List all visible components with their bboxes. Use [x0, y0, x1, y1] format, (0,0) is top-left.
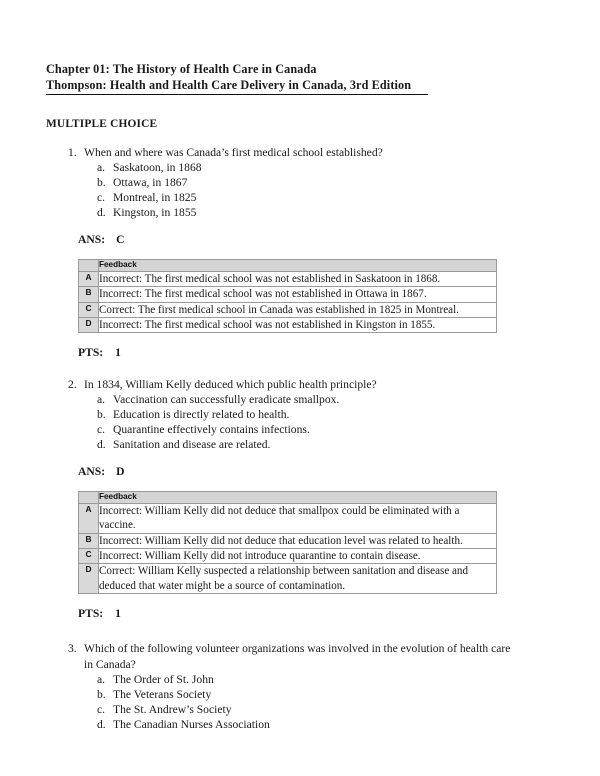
option-text: Sanitation and disease are related. [113, 438, 271, 452]
option-list-1 [97, 160, 554, 221]
feedback-letter: D [79, 317, 99, 332]
answer-label: ANS: [78, 232, 106, 246]
question-block-3 [46, 641, 554, 732]
option-item [97, 437, 554, 452]
question-number-2: 2. [68, 377, 77, 391]
answer-label: ANS: [78, 464, 106, 478]
option-item [97, 407, 554, 422]
table-row [79, 564, 497, 594]
option-item [97, 687, 554, 702]
option-letter: c. [97, 703, 106, 717]
document-header [46, 62, 554, 95]
table-row [79, 317, 497, 332]
table-row [79, 287, 497, 302]
table-row [79, 503, 497, 533]
question-heading-3 [68, 641, 554, 671]
question-number-1: 1. [68, 145, 77, 159]
answer-line-2 [78, 464, 554, 479]
feedback-letter: B [79, 287, 99, 302]
option-list-3 [97, 672, 554, 733]
feedback-header-row [79, 491, 497, 503]
option-item [97, 392, 554, 407]
option-text: Kingston, in 1855 [113, 206, 197, 220]
option-letter: a. [97, 392, 106, 406]
option-letter: d. [97, 438, 106, 452]
option-item [97, 160, 554, 175]
feedback-letter: A [79, 503, 99, 533]
question-text-1: When and where was Canada’s first medical school established? [84, 145, 383, 159]
points-value: 1 [115, 346, 121, 360]
option-letter: c. [97, 191, 106, 205]
feedback-text: Incorrect: William Kelly did not deduce that smallpox could be eliminated with a vaccine. [99, 503, 497, 533]
option-text: The Order of St. John [113, 672, 214, 686]
feedback-header-row [79, 259, 497, 271]
option-letter: a. [97, 160, 106, 174]
option-letter: b. [97, 688, 106, 702]
section-title-multiple-choice: MULTIPLE CHOICE [46, 117, 158, 130]
option-item [97, 702, 554, 717]
feedback-letter: B [79, 533, 99, 548]
option-item [97, 672, 554, 687]
points-line-2 [78, 606, 554, 621]
answer-line-1 [78, 232, 554, 247]
question-heading-1 [68, 145, 554, 160]
feedback-text: Incorrect: William Kelly did not introduce quarantine to contain disease. [99, 548, 497, 563]
option-letter: c. [97, 423, 106, 437]
feedback-text: Incorrect: The first medical school was not established in Kingston in 1855. [99, 317, 497, 332]
table-row [79, 533, 497, 548]
option-list-2 [97, 392, 554, 453]
option-item [97, 175, 554, 190]
feedback-text: Incorrect: William Kelly did not deduce that education level was related to health. [99, 533, 497, 548]
feedback-header-letter-cell [79, 259, 99, 271]
option-text: The Canadian Nurses Association [113, 718, 270, 732]
question-spacer [46, 621, 554, 641]
option-text: The St. Andrew’s Society [113, 703, 232, 717]
feedback-text: Correct: The first medical school in Canada was established in 1825 in Montreal. [99, 302, 497, 317]
header-chapter-line: Chapter 01: The History of Health Care in Canada [46, 62, 317, 76]
points-label: PTS: [78, 346, 104, 360]
points-line-1 [78, 345, 554, 360]
option-item [97, 422, 554, 437]
question-text-2: In 1834, William Kelly deduced which public health principle? [84, 377, 377, 391]
feedback-header-letter-cell [79, 491, 99, 503]
points-label: PTS: [78, 607, 104, 621]
answer-value: C [116, 232, 125, 246]
option-letter: a. [97, 672, 106, 686]
option-letter: d. [97, 206, 106, 220]
option-text: Ottawa, in 1867 [113, 175, 188, 189]
feedback-letter: C [79, 302, 99, 317]
feedback-letter: D [79, 564, 99, 594]
option-text: Saskatoon, in 1868 [113, 160, 202, 174]
question-block-2 [46, 377, 554, 622]
option-text: Montreal, in 1825 [113, 191, 197, 205]
table-row [79, 271, 497, 286]
feedback-table-1 [78, 259, 497, 334]
question-number-3: 3. [68, 642, 77, 656]
option-text: Quarantine effectively contains infections. [113, 423, 310, 437]
question-block-1 [46, 145, 554, 361]
option-text: Education is directly related to health. [113, 407, 290, 421]
option-item [97, 205, 554, 220]
option-text: The Veterans Society [113, 688, 212, 702]
answer-value: D [116, 464, 125, 478]
feedback-header-label: Feedback [99, 491, 497, 503]
feedback-letter: C [79, 548, 99, 563]
feedback-text: Correct: William Kelly suspected a relationship between sanitation and disease and deduced that water might be a source of contamination. [99, 564, 497, 594]
header-book-line: Thompson: Health and Health Care Delivery in Canada, 3rd Edition [46, 78, 428, 95]
option-letter: d. [97, 718, 106, 732]
table-row [79, 548, 497, 563]
option-item [97, 717, 554, 732]
feedback-text: Incorrect: The first medical school was not established in Saskatoon in 1868. [99, 271, 497, 286]
option-text: Vaccination can successfully eradicate smallpox. [113, 392, 340, 406]
feedback-header-label: Feedback [99, 259, 497, 271]
feedback-letter: A [79, 271, 99, 286]
feedback-table-2 [78, 491, 497, 594]
question-heading-2 [68, 377, 554, 392]
option-item [97, 190, 554, 205]
question-text-3: Which of the following volunteer organizations was involved in the evolution of health care in Canada? [84, 642, 511, 671]
question-spacer [46, 361, 554, 377]
table-row [79, 302, 497, 317]
option-letter: b. [97, 407, 106, 421]
points-value: 1 [115, 607, 121, 621]
option-letter: b. [97, 175, 106, 189]
feedback-text: Incorrect: The first medical school was not established in Ottawa in 1867. [99, 287, 497, 302]
